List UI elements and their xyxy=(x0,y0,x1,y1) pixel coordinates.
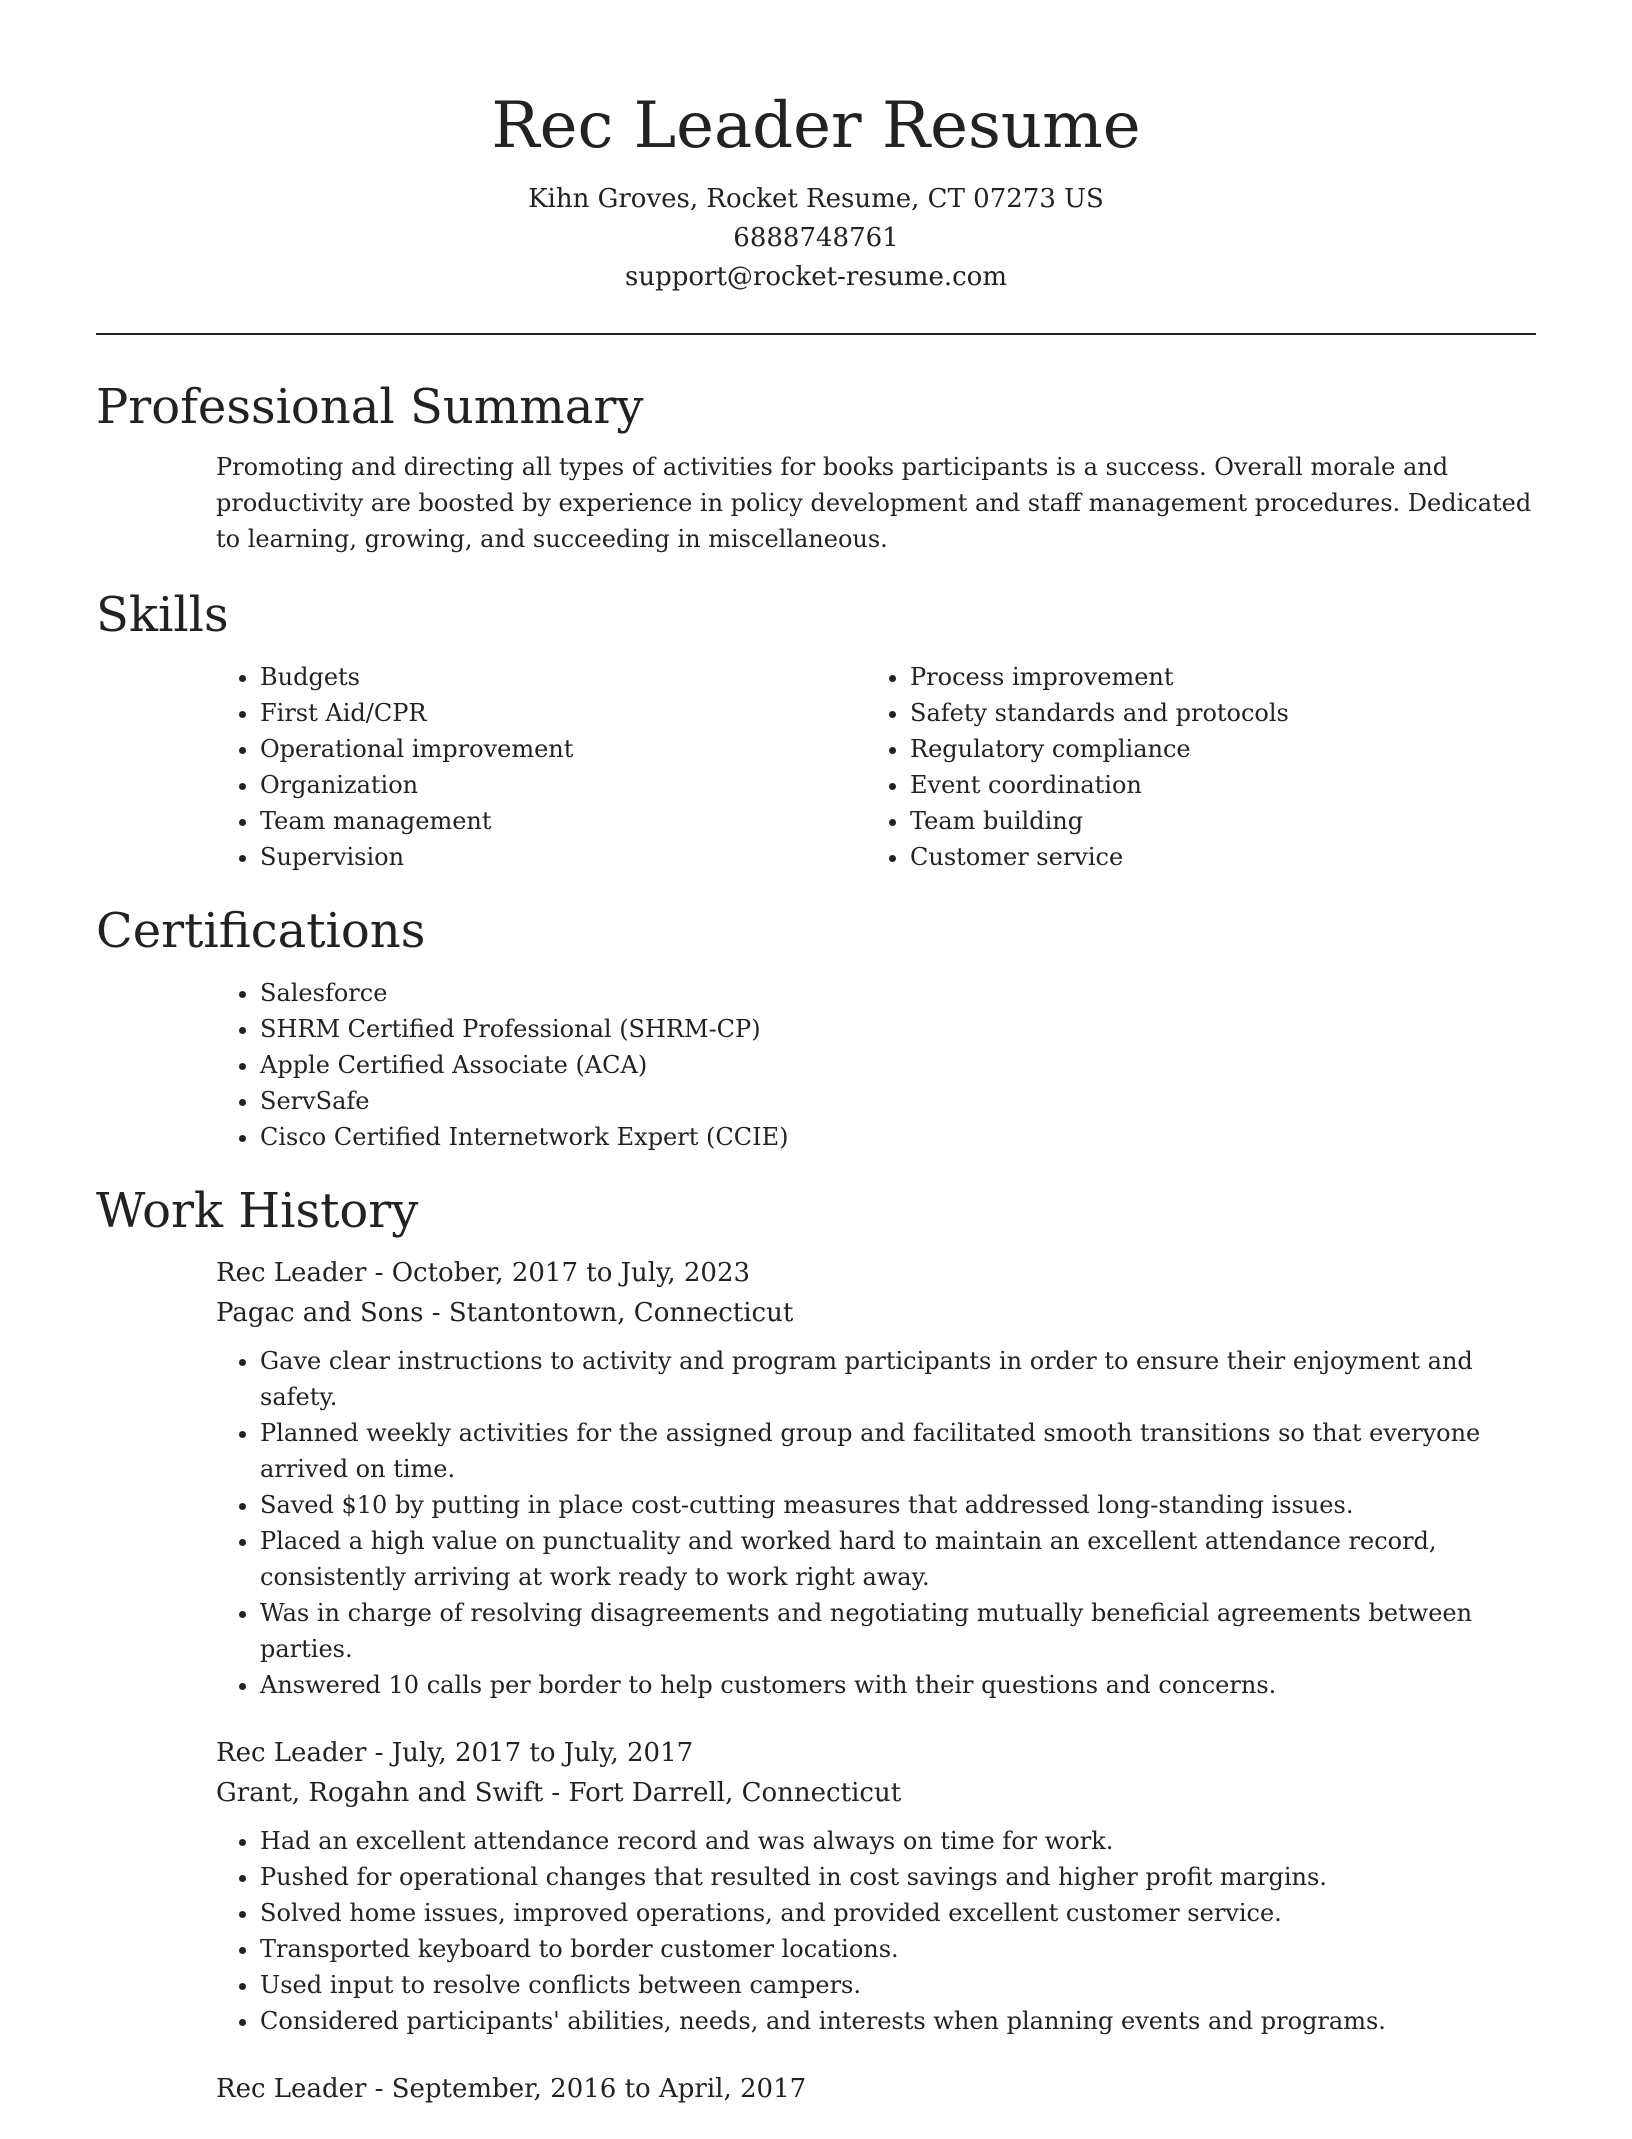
certifications-section xyxy=(96,901,1536,1155)
resume-title: Rec Leader Resume xyxy=(491,89,1141,163)
list-item: • Cisco Certified Internetwork Expert (CCIE) xyxy=(260,1119,1536,1155)
resume-header xyxy=(96,0,1536,297)
list-item: • Transported keyboard to border customer locations. xyxy=(260,1931,1536,1967)
list-item: • Supervision xyxy=(260,839,866,875)
skills-grid xyxy=(216,659,1536,875)
list-item: • Saved $10 by putting in place cost-cutting measures that addressed long-standing issues. xyxy=(260,1487,1536,1523)
skills-list-left xyxy=(216,659,866,875)
job-duties-list xyxy=(216,1823,1536,2039)
work-history-section xyxy=(96,1181,1536,2109)
list-item: • Planned weekly activities for the assigned group and facilitated smooth transitions so that everyone arrived on time. xyxy=(260,1415,1536,1487)
list-item: • Event coordination xyxy=(910,767,1516,803)
list-item: • Operational improvement xyxy=(260,731,866,767)
list-item: • Solved home issues, improved operations, and provided excellent customer service. xyxy=(260,1895,1536,1931)
resume-page xyxy=(96,0,1536,2139)
contact-address: Kihn Groves, Rocket Resume, CT 07273 US xyxy=(528,184,1104,214)
list-item: • Regulatory compliance xyxy=(910,731,1516,767)
skills-list-right xyxy=(866,659,1516,875)
list-item: • Salesforce xyxy=(260,975,1536,1011)
list-item: • Budgets xyxy=(260,659,866,695)
list-item: • Considered participants' abilities, needs, and interests when planning events and programs. xyxy=(260,2003,1536,2039)
job-title-line: Rec Leader - September, 2016 to April, 2017 xyxy=(216,2074,807,2104)
job-title-line: Rec Leader - October, 2017 to July, 2023 xyxy=(216,1258,751,1288)
list-item: • First Aid/CPR xyxy=(260,695,866,731)
summary-section xyxy=(96,377,1536,557)
summary-heading: Professional Summary xyxy=(96,379,644,435)
job-entry xyxy=(216,1253,1536,1703)
certifications-heading: Certifications xyxy=(96,903,426,959)
job-duties-list xyxy=(216,1343,1536,1703)
summary-body xyxy=(216,449,1536,557)
job-title-line: Rec Leader - July, 2017 to July, 2017 xyxy=(216,1738,694,1768)
list-item: • Safety standards and protocols xyxy=(910,695,1516,731)
contact-phone: 6888748761 xyxy=(733,223,899,253)
work-history-body xyxy=(216,1253,1536,2109)
list-item: • Team building xyxy=(910,803,1516,839)
skills-heading: Skills xyxy=(96,587,229,643)
job-entry xyxy=(216,1733,1536,2039)
list-item: • ServSafe xyxy=(260,1083,1536,1119)
header-divider xyxy=(96,333,1536,335)
list-item: • Process improvement xyxy=(910,659,1516,695)
list-item: • Customer service xyxy=(910,839,1516,875)
list-item: • Used input to resolve conflicts between campers. xyxy=(260,1967,1536,2003)
list-item: • Placed a high value on punctuality and worked hard to maintain an excellent attendance record, consistently arriving at work ready to work right away. xyxy=(260,1523,1536,1595)
contact-block xyxy=(96,180,1536,297)
list-item: • Had an excellent attendance record and was always on time for work. xyxy=(260,1823,1536,1859)
list-item: • SHRM Certified Professional (SHRM-CP) xyxy=(260,1011,1536,1047)
skills-column-right xyxy=(866,659,1516,875)
skills-section xyxy=(96,585,1536,875)
summary-text: Promoting and directing all types of activities for books participants is a success. Overall morale and productivity are boosted by experience in policy development and staff management procedures. Dedicated to learning, growing, and succeeding in miscellaneous. xyxy=(216,453,1532,553)
list-item: • Team management xyxy=(260,803,866,839)
list-item: • Apple Certified Associate (ACA) xyxy=(260,1047,1536,1083)
list-item: • Gave clear instructions to activity and program participants in order to ensure their enjoyment and safety. xyxy=(260,1343,1536,1415)
list-item: • Organization xyxy=(260,767,866,803)
list-item: • Answered 10 calls per border to help customers with their questions and concerns. xyxy=(260,1667,1536,1703)
certifications-list xyxy=(216,975,1536,1155)
list-item: • Pushed for operational changes that resulted in cost savings and higher profit margins. xyxy=(260,1859,1536,1895)
contact-email: support@rocket-resume.com xyxy=(624,262,1007,292)
list-item: • Was in charge of resolving disagreements and negotiating mutually beneficial agreements between parties. xyxy=(260,1595,1536,1667)
work-history-heading: Work History xyxy=(96,1183,419,1239)
skills-column-left xyxy=(216,659,866,875)
certifications-body xyxy=(216,975,1536,1155)
job-entry xyxy=(216,2069,1536,2109)
job-company-line: Pagac and Sons - Stantontown, Connecticut xyxy=(216,1298,794,1328)
job-company-line: Grant, Rogahn and Swift - Fort Darrell, Connecticut xyxy=(216,1778,902,1808)
